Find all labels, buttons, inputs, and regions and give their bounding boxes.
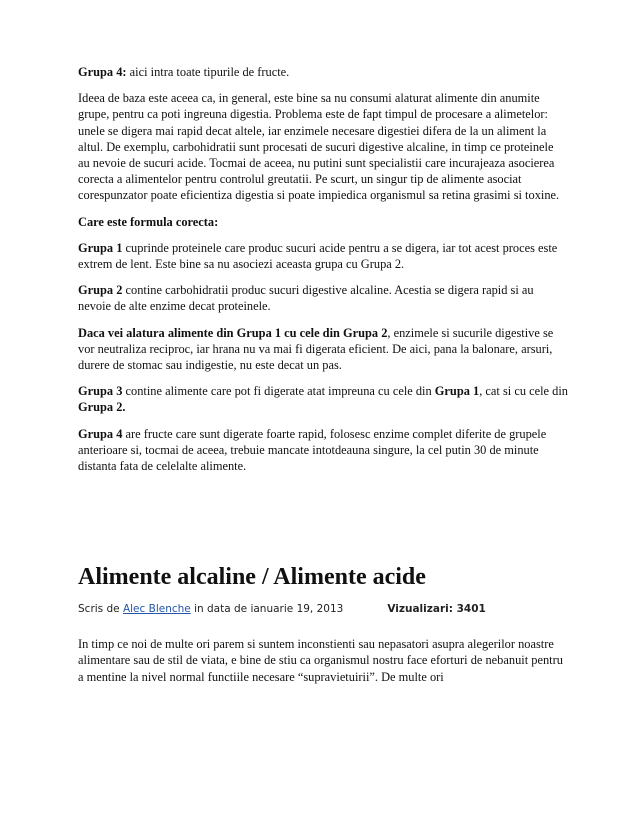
paragraph-formula-heading xyxy=(78,214,568,230)
body-text: contine carbohidratii produc sucuri digestive alcaline. Acestia se digera rapid si au nevoie de alte enzime decat proteinele. xyxy=(78,283,534,314)
body-text: are fructe care sunt digerate foarte rapid, folosesc enzime complet diferite de grupele anterioare si, tocmai de aceea, trebuie mancate intotdeauna singure, la cel putin 30 de minute distanta fata de celelalte alimente. xyxy=(78,426,547,474)
meta-prefix: Scris de xyxy=(78,603,123,616)
body-text: aici intra toate tipurile de fructe. xyxy=(126,65,290,79)
bold-text: Daca vei alatura alimente din Grupa 1 cu cele din Grupa 2 xyxy=(78,325,388,340)
article-intro xyxy=(78,636,568,685)
bold-text: Grupa 3 xyxy=(78,384,123,399)
views-count: Vizualizari: 3401 xyxy=(387,603,486,616)
body-text: contine alimente care pot fi digerate atat impreuna cu cele din xyxy=(122,384,435,399)
bold-text: Grupa 1 xyxy=(78,240,123,255)
bold-text: Grupa 4 xyxy=(78,426,123,441)
body-text: cuprinde proteinele care produc sucuri acide pentru a se digera, iar tot acest proces este extrem de lent. Este bine sa nu asociezi aceasta grupa cu Grupa 2. xyxy=(78,240,558,272)
article-title: Alimente alcaline / Alimente acide xyxy=(78,564,426,591)
paragraph-grupa-4 xyxy=(78,426,568,475)
bold-text: Grupa 1 xyxy=(434,384,480,399)
bold-text: Grupa 2. xyxy=(78,400,126,415)
body-text: In timp ce noi de multe ori parem si suntem inconstienti sau nepasatori asupra alegerilor noastre alimentare sau de stil de viata, e bine de stiu ca organismul nostru face eforturi de nebanuit pentru a mentine la nivel normal functiile necesare “supravietuirii”. De multe ori xyxy=(78,637,563,684)
article-meta xyxy=(78,602,568,616)
bold-text: Grupa 4: xyxy=(78,65,127,79)
paragraph-grupa-1 xyxy=(78,240,568,272)
body-text: Ideea de baza este aceea ca, in general, este bine sa nu consumi alaturat alimente din anumite grupe, pentru ca poti ingreuna digestia. Problema este de fapt timpul de procesare a alimetelor: unele se digera mai rapid decat altele, iar enzimele necesare digestiei difera de la un aliment la altul. De exemplu, carbohidratii sunt procesati de sucuri digestive alcaline, in timp ce proteinele au nevoie de sucuri acide. Tocmai de aceea, nu putini sunt specialistii care incurajeaza asocierea corecta a alimentelor pentru controlul greutatii. Pe scurt, un singur tip de alimente asociat corespunzator poate eficientiza digestia si poate impiedica organismul sa retina grasimi si toxine. xyxy=(78,91,560,203)
meta-date: in data de ianuarie 19, 2013 xyxy=(190,603,344,616)
bold-text: Grupa 2 xyxy=(78,283,123,298)
body-text: , enzimele si sucurile digestive se vor neutraliza reciproc, iar hrana nu va mai fi digerata eficient. De aici, pana la balonare, arsuri, durere de stomac sau indigestie, nu este decat un pas. xyxy=(78,325,554,373)
document-page xyxy=(78,64,568,695)
spacer xyxy=(78,484,568,562)
bold-text: Care este formula corecta: xyxy=(78,214,219,229)
paragraph-alaturare xyxy=(78,325,568,374)
body-text: , cat si cu cele din xyxy=(479,384,568,399)
paragraph-grupa-2 xyxy=(78,282,568,314)
paragraph-grupa-4-intro xyxy=(78,64,568,80)
author-link[interactable]: Alec Blenche xyxy=(122,603,191,616)
paragraph-grupa-3 xyxy=(78,383,568,415)
paragraph-ideea-de-baza xyxy=(78,90,568,203)
